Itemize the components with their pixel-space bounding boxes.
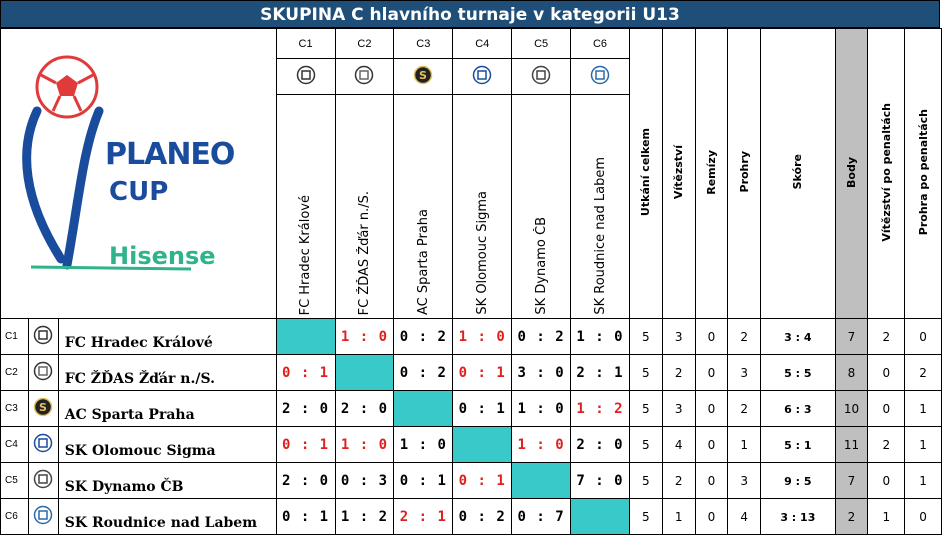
table-row: [1, 319, 942, 355]
hradec-crest-icon: [296, 65, 316, 85]
stat-header-label: Body: [844, 156, 858, 188]
stat-value: 9 : 5: [784, 474, 812, 488]
column-team: [571, 95, 630, 319]
stat-cell: [695, 499, 728, 535]
result-cell: [453, 463, 512, 499]
stat-header-label: Prohry: [737, 151, 751, 193]
svg-text:S: S: [39, 401, 48, 414]
match-score: 0 : 1: [399, 472, 447, 489]
stat-value: 11: [843, 437, 860, 452]
row-crest: [28, 391, 58, 427]
zdas-crest-icon: [354, 65, 374, 85]
match-score: 0 : 1: [458, 400, 506, 417]
column-crest: [512, 59, 571, 95]
stat-cell: [695, 427, 728, 463]
stat-header: [662, 29, 695, 319]
stat-cell: [761, 391, 835, 427]
stat-value: 6 : 3: [784, 402, 812, 416]
stat-cell: [662, 499, 695, 535]
stat-cell: [761, 427, 835, 463]
result-cell: [394, 355, 453, 391]
stat-value: 5: [642, 473, 650, 488]
table-row: [1, 463, 942, 499]
logo-sub: CUP: [109, 177, 169, 207]
stat-value: 0: [707, 473, 716, 488]
stat-cell: [868, 355, 905, 391]
column-team-name: FC Hradec Králové: [298, 194, 314, 315]
result-cell: [571, 391, 630, 427]
standings-table: [0, 28, 942, 535]
result-cell: [335, 463, 394, 499]
column-team-name: AC Sparta Praha: [415, 208, 431, 315]
stat-header: [761, 29, 835, 319]
stat-cell: [629, 427, 662, 463]
stat-cell: [868, 463, 905, 499]
column-team: [394, 95, 453, 319]
stat-value: 2: [740, 401, 749, 416]
stat-value: 4: [674, 437, 683, 452]
stat-header: [695, 29, 728, 319]
stat-value: 3 : 13: [780, 510, 816, 524]
stat-value: 0: [919, 509, 927, 524]
row-code: C4: [1, 427, 29, 463]
stat-cell: [905, 427, 942, 463]
stat-cell: [761, 499, 835, 535]
stat-header: [629, 29, 662, 319]
column-code: C6: [571, 29, 630, 59]
stat-value: 5: [642, 509, 650, 524]
result-cell: [512, 427, 571, 463]
row-crest: [28, 355, 58, 391]
self-match-cell: [512, 463, 571, 499]
stat-value: 0: [919, 329, 927, 344]
stat-cell: [662, 427, 695, 463]
result-cell: [276, 355, 335, 391]
row-code: C2: [1, 355, 29, 391]
match-score: 1 : 2: [340, 508, 389, 525]
result-cell: [335, 427, 394, 463]
stat-value: 5 : 1: [784, 438, 812, 452]
stat-value: 2: [674, 473, 683, 488]
stat-value: 0: [882, 401, 891, 416]
result-cell: [571, 319, 630, 355]
match-score: 0 : 2: [399, 328, 447, 345]
match-score: 0 : 2: [517, 328, 565, 345]
stat-value: 8: [847, 365, 856, 380]
result-cell: [276, 499, 335, 535]
stat-cell: [629, 499, 662, 535]
row-crest: [28, 463, 58, 499]
match-score: 1 : 2: [576, 400, 624, 417]
match-score: 2 : 0: [576, 436, 624, 453]
stat-cell: [662, 319, 695, 355]
result-cell: [394, 463, 453, 499]
row-team-name: SK Roudnice nad Labem: [58, 499, 276, 535]
match-score: 0 : 2: [399, 364, 447, 381]
stat-cell: [835, 463, 868, 499]
stat-value: 0: [707, 365, 716, 380]
column-team: [512, 95, 571, 319]
stat-cell: [728, 427, 761, 463]
match-score: 1 : 0: [517, 436, 565, 453]
stat-cell: [728, 499, 761, 535]
stat-value: 0: [707, 437, 716, 452]
column-crest: [453, 59, 512, 95]
planeo-cup-logo: [1, 29, 277, 319]
stat-header-label: Vítězství: [672, 144, 686, 200]
result-cell: [571, 355, 630, 391]
stat-value: 1: [882, 509, 891, 524]
match-score: 0 : 1: [458, 472, 506, 489]
stat-cell: [905, 319, 942, 355]
match-score: 1 : 0: [517, 400, 565, 417]
stat-cell: [761, 463, 835, 499]
column-crest: [394, 59, 453, 95]
stat-header: [868, 29, 905, 319]
row-crest: [28, 427, 58, 463]
stat-value: 0: [707, 509, 716, 524]
self-match-cell: [453, 427, 512, 463]
row-team-name: FC Hradec Králové: [58, 319, 276, 355]
result-cell: [571, 427, 630, 463]
stat-cell: [868, 391, 905, 427]
stat-cell: [695, 355, 728, 391]
stat-cell: [905, 463, 942, 499]
stat-cell: [835, 355, 868, 391]
stat-cell: [695, 463, 728, 499]
stat-cell: [728, 319, 761, 355]
table-row: [1, 427, 942, 463]
stat-value: 10: [843, 401, 860, 416]
hradec-crest-icon: [33, 325, 53, 345]
stat-value: 3: [740, 365, 749, 380]
column-team-name: SK Roudnice nad Labem: [592, 157, 608, 315]
row-crest: [28, 319, 58, 355]
stat-value: 7: [847, 473, 856, 488]
stat-value: 2: [882, 437, 891, 452]
column-team-name: SK Olomouc Sigma: [474, 191, 490, 315]
result-cell: [453, 391, 512, 427]
stat-cell: [868, 319, 905, 355]
result-cell: [453, 499, 512, 535]
stat-value: 7: [847, 329, 856, 344]
stat-value: 5: [642, 437, 650, 452]
column-team: [276, 95, 335, 319]
stat-cell: [835, 499, 868, 535]
match-score: 2 : 0: [281, 400, 330, 417]
stat-cell: [905, 391, 942, 427]
stat-cell: [662, 355, 695, 391]
column-code: C3: [394, 29, 453, 59]
stat-value: 2: [674, 365, 683, 380]
dynamo-crest-icon: [33, 469, 53, 489]
stat-cell: [728, 355, 761, 391]
stat-cell: [662, 391, 695, 427]
result-cell: [512, 355, 571, 391]
match-score: 2 : 0: [340, 400, 389, 417]
stat-value: 1: [919, 473, 927, 488]
stat-value: 2: [740, 329, 749, 344]
result-cell: [394, 427, 453, 463]
stat-cell: [629, 463, 662, 499]
stat-header: [835, 29, 868, 319]
row-code: C6: [1, 499, 29, 535]
stat-cell: [629, 355, 662, 391]
match-score: 1 : 0: [340, 436, 389, 453]
stat-cell: [629, 319, 662, 355]
stat-cell: [695, 319, 728, 355]
stat-header: [728, 29, 761, 319]
sparta-crest-icon: [413, 65, 433, 85]
stat-value: 3 : 4: [784, 330, 812, 344]
sigma-crest-icon: [33, 433, 53, 453]
row-code: C5: [1, 463, 29, 499]
stat-value: 5: [642, 329, 650, 344]
stat-header-label: Skóre: [791, 154, 805, 190]
stat-cell: [835, 391, 868, 427]
self-match-cell: [276, 319, 335, 355]
stat-cell: [835, 319, 868, 355]
stat-cell: [728, 391, 761, 427]
stat-value: 1: [674, 509, 683, 524]
column-code: C4: [453, 29, 512, 59]
stat-value: 0: [882, 365, 891, 380]
stat-value: 2: [882, 329, 891, 344]
result-cell: [512, 391, 571, 427]
stat-header-label: Utkání celkem: [639, 127, 653, 217]
row-team-name: SK Dynamo ČB: [58, 463, 276, 499]
stat-value: 5: [642, 365, 650, 380]
result-cell: [394, 499, 453, 535]
result-cell: [335, 319, 394, 355]
match-score: 2 : 1: [399, 508, 447, 525]
match-score: 0 : 1: [281, 364, 330, 381]
stat-cell: [835, 427, 868, 463]
stat-cell: [728, 463, 761, 499]
match-score: 0 : 2: [458, 508, 506, 525]
row-code: C1: [1, 319, 29, 355]
zdas-crest-icon: [33, 361, 53, 381]
match-score: 1 : 0: [458, 328, 506, 345]
match-score: 0 : 1: [458, 364, 506, 381]
stat-value: 1: [919, 401, 927, 416]
match-score: 0 : 7: [517, 508, 565, 525]
stat-cell: [662, 463, 695, 499]
column-team-name: FC ŽĎAS Žďár n./S.: [356, 190, 372, 315]
stat-cell: [695, 391, 728, 427]
column-team-name: SK Dynamo ČB: [533, 217, 549, 315]
sparta-crest-icon: [33, 397, 53, 417]
self-match-cell: [394, 391, 453, 427]
stat-cell: [761, 319, 835, 355]
column-code: C2: [335, 29, 394, 59]
result-cell: [512, 499, 571, 535]
stat-value: 2: [847, 509, 856, 524]
table-row: [1, 355, 942, 391]
stat-value: 2: [919, 365, 927, 380]
match-score: 3 : 0: [517, 364, 565, 381]
match-score: 0 : 1: [281, 508, 330, 525]
stat-value: 4: [740, 509, 749, 524]
stat-value: 3: [740, 473, 749, 488]
stat-cell: [905, 499, 942, 535]
sigma-crest-icon: [472, 65, 492, 85]
stat-cell: [629, 391, 662, 427]
stat-value: 5: [642, 401, 650, 416]
stat-cell: [761, 355, 835, 391]
result-cell: [394, 319, 453, 355]
column-crest: [276, 59, 335, 95]
stat-header: [905, 29, 942, 319]
row-team-name: FC ŽĎAS Žďár n./S.: [58, 355, 276, 391]
stat-value: 1: [740, 437, 749, 452]
table-row: [1, 499, 942, 535]
stat-value: 0: [882, 473, 891, 488]
match-score: 2 : 0: [281, 472, 330, 489]
stat-header-label: Prohra po penaltách: [916, 108, 930, 236]
stat-cell: [868, 499, 905, 535]
page-title: SKUPINA C hlavního turnaje v kategorii U13: [0, 0, 940, 28]
stat-header-label: Remízy: [704, 149, 718, 195]
dynamo-crest-icon: [531, 65, 551, 85]
stat-value: 3: [674, 329, 683, 344]
result-cell: [571, 463, 630, 499]
result-cell: [453, 355, 512, 391]
match-score: 1 : 0: [576, 328, 624, 345]
table-row: [1, 391, 942, 427]
self-match-cell: [335, 355, 394, 391]
stat-value: 3: [674, 401, 683, 416]
stat-value: 5 : 5: [784, 366, 812, 380]
stat-value: 1: [919, 437, 927, 452]
row-team-name: SK Olomouc Sigma: [58, 427, 276, 463]
stat-cell: [905, 355, 942, 391]
match-score: 0 : 1: [281, 436, 330, 453]
match-score: 1 : 0: [399, 436, 447, 453]
self-match-cell: [571, 499, 630, 535]
column-team: [335, 95, 394, 319]
row-code: C3: [1, 391, 29, 427]
logo-sponsor: Hisense: [109, 242, 216, 270]
stat-cell: [868, 427, 905, 463]
roudnice-crest-icon: [590, 65, 610, 85]
match-score: 1 : 0: [340, 328, 389, 345]
match-score: 2 : 1: [576, 364, 624, 381]
logo-brand: PLANEO: [105, 137, 235, 172]
result-cell: [276, 391, 335, 427]
result-cell: [276, 427, 335, 463]
svg-text:S: S: [419, 69, 428, 82]
stat-value: 0: [707, 329, 716, 344]
result-cell: [335, 391, 394, 427]
result-cell: [335, 499, 394, 535]
result-cell: [276, 463, 335, 499]
match-score: 7 : 0: [576, 472, 624, 489]
column-crest: [335, 59, 394, 95]
stat-value: 0: [707, 401, 716, 416]
column-code: C5: [512, 29, 571, 59]
column-code: C1: [276, 29, 335, 59]
roudnice-crest-icon: [33, 505, 53, 525]
result-cell: [453, 319, 512, 355]
column-crest: [571, 59, 630, 95]
match-score: 0 : 3: [340, 472, 389, 489]
stat-header-label: Vítězství po penaltách: [879, 102, 893, 242]
row-crest: [28, 499, 58, 535]
row-team-name: AC Sparta Praha: [58, 391, 276, 427]
column-team: [453, 95, 512, 319]
result-cell: [512, 319, 571, 355]
